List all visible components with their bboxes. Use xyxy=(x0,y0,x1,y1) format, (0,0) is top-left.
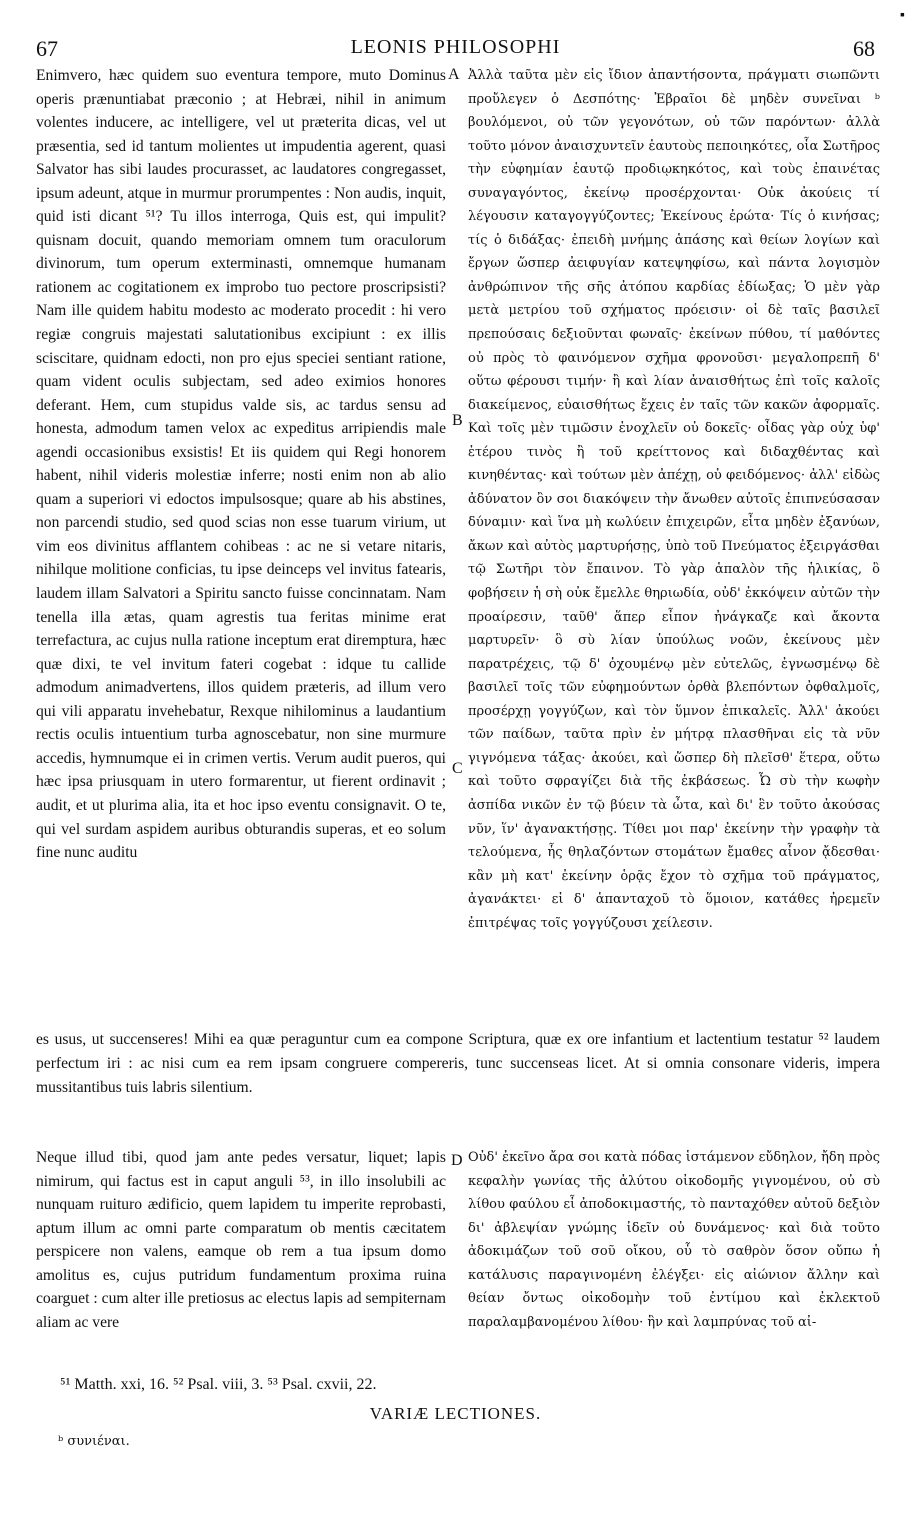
greek-paragraph-top: Ἀλλὰ ταῦτα μὲν εἰς ἴδιον ἀπαντήσοντα, πράγματι σιωπῶντι προὔλεγεν ὁ Δεσπότης· Ἑβραῖοι δὲ μηδὲν συνεῖναι ᵇ βουλόμενοι, οὐ τῶν γεγονότων, οὐ τῶν παρόντων· ἀλλὰ τοῦτο μόνον ἀναισχυντεῖν ἑαυτοὺς πεποιηκότες, οἷα Σωτῆρος τὴν εὐφημίαν ἑαυτῷ προδιῳκηκότος, καὶ τοὺς ἐπαινέτας συναγαγόντος, ἐκείνῳ προσέρχονται· Οὐκ ἀκούεις τί λέγουσιν καταγογγύζοντες; Ἐκείνους ἐρώτα· Τίς ὁ κινήσας; τίς ὁ διδάξας· ἐπειδὴ μνήμης ἁπάσης καὶ θείων λογίων καὶ ἔργων ὥσπερ ἀειφυγίαν κατεψηφίσω, καὶ πάντα λογισμὸν ἀνθρώπινον τῆς σῆς ἀτόπου καρδίας ἐδίωξας; Ὁ μὲν γὰρ μετὰ μετρίου τοῦ σχήματος πρόεισιν· οἱ δὲ ταῖς βασιλεῖ πρεπούσαις δεξιοῦνται φωναῖς· ἐκείνων πύθου, τί μαθόντες οὐ πρὸς τὸ φαινόμενον σχῆμα φρονοῦσι· μεγαλοπρεπῆ δ' οὕτω φέρουσι τιμήν· ἢ καὶ λίαν ἀναισθήτως ἐπὶ τοῖς καλοῖς διακείμενος, εὐαισθήτως ἔχεις ἐν ταῖς τῶν κακῶν ἀφορμαῖς. Καὶ τοῖς μὲν τιμῶσιν ἐνοχλεῖν οὐ δοκεῖς· οἶδας γὰρ οὐχ ὑφ' ἑτέρου τινὸς ἢ τοῦ κρείττονος καὶ διδαχθέντας καὶ κινηθέντας· καὶ τούτων μὲν ἀπέχῃ, οὐ φειδόμενος· ἀλλ' εἰδὼς ἀδύνατον ὂν σοι διακόψειν τὴν ἄνωθεν αὐτοῖς ἐπιπνεύσασαν δύναμιν· καὶ ἵνα μὴ κωλύειν ἐπιχειρῶν, εἶτα μηδὲν ἐξανύων, ἄκων καὶ αὐτὸς μαρτυρήσῃς, ὑπὸ τοῦ Πνεύματος ἐξειργάσθαι τῷ Σωτῆρι τὸν ἔπαινον. Τὸ γὰρ ἁπαλὸν τῆς ἡλικίας, ὃ φοβήσειν ἡ σὴ οὐκ ἔμελλε θηριωδία, οὐδ' ἐκκόψειν αὐτῶν τὴν προαίρεσιν, ταῦθ' ἅπερ εἶπον ἠνάγκαζε καὶ ἄκοντα μαρτυρεῖν· ὃ σὺ λίαν ὑπούλως νοῶν, ἐκείνους μὲν παρατρέχεις, τῷ δ' ὀχουμένῳ μὲν εὐτελῶς, ἐγνωσμένῳ δὲ βασιλεῖ τοῖς τῶν εὐφημούντων ὀρθὰ βλεπόντων ὀφθαλμοῖς, προσέρχῃ γογγύζων, καὶ τὸν ὕμνον ἐπικαλεῖς. Ἀλλ' ἀκούει τῶν παίδων, ταῦτα πρὶν ἐν μήτρᾳ πλασθῆναι εἰς τὰ νῦν γιγνόμενα τάξας· ἀκούει, καὶ ὥσπερ δὴ πλεῖσθ' ἕτερα, οὕτω καὶ τοῦτο σφραγίζει διὰ τῆς ἐκβάσεως. Ὦ σὺ τὴν κωφὴν ἀσπίδα νικῶν ἐν τῷ βύειν τὰ ὦτα, καὶ δι' ἓν τοῦτο ἀκούσας νῦν, ἵν' ἀγανακτήσῃς. Τίθει μοι παρ' ἐκείνην τὴν γραφὴν τὰ τελούμενα, ἧς θηλαζόντων στομάτων ἔμαθες αἶνον ᾄδεσθαι· κἂν μὴ κατ' ἐκείνην ὁρᾷς ἔχον τὸ σχῆμα τοῦ πράγματος, ἀγανάκτει· εἰ δ' ἁπανταχοῦ τὸ ὅμοιον, κατάθες ἠρεμεῖν ἐπιτρέψας τοῖς γογγύζουσι χείλεσιν. xyxy=(468,68,880,931)
latin-paragraph-top: Enimvero, hæc quidem suo eventura tempore, muto Dominus operis prænuntiabat præconio ; at Hebræi, nihil in animum volentes inducere, ac intelligere, vel ut præterita dicas, vel ut præsentia, sed id tantum molientes ut impudentia agerent, quasi Salvator has sibi laudes procurasset, ac laudatores congregasset, ipsum adeunt, atque in murmur prorumpentes : Non audis, inquit, quid isti dicant ⁵¹? Tu illos interroga, Quis est, qui impulit? quisnam docuit, quando memoriam omnem tum oraculorum divinorum, tum operum exterminasti, omnemque humanam rationem ac cogitationem ex improbo tuo pectore proscripsisti? Nam ille quidem habitu modesto ac moderato procedit : hi vero regiæ congruis majestati salutationibus excipiunt : ex illis sciscitare, quidnam edocti, non pro ejus speciei sentiant ratione, quam vident oculis subjectam, sed adeo eximios honores deferant. Hem, cum stupidus valde sis, ac tardus sensu ad honesta, admodum tamen velox ac expeditus arripiendis male agendi occasionibus exsistis! Et iis quidem qui Regi honorem habent, nihil videris molestiæ inferre; nosti enim non ab alio quam a superiori vi edoctos impulsosque; quare ab his abstines, non parcendi studio, sed quod scias non esse tuarum virium, ut vim eos divinitus afflantem cohibeas : ac ne si vetare nitaris, nihilque molitione conficias, tu ipse deinceps vel invitus fatearis, laudem illam Salvatori a Spiritu sancto fuisse concinnatam. Nam tenella illa ætas, quam agrestis tua feritas minime erat terrefactura, ac cujus nulla ratione inceptum erat diremptura, hæc quæ dixi, te vel invitum fateri cogebat : idque tu callide admodum animadvertens, illos quidem præteris, ad illum vero qui vili apparatu invehebatur, Rexque nihilominus a laudantium rectis oculis intuentium turba agnoscebatur, non sine murmure accedis, hymnumque ei in crimen vertis. Verum audit pueros, qui hæc ipsa priusquam in utero formarentur, ut fierent ordinavit ; audit, et ut plurima alia, ita et hoc ipso eventu consignavit. O te, qui vel surdam aspidem auribus obturandis superas, et eo solum fine nunc auditu xyxy=(36,67,446,862)
section-marker-b: B xyxy=(452,412,463,429)
footnotes: ⁵¹ Matth. xxi, 16. ⁵² Psal. viii, 3. ⁵³ Psal. cxvii, 22. xyxy=(60,1376,377,1393)
bridge-text xyxy=(36,1028,880,1100)
section-marker-c: C xyxy=(452,760,463,777)
running-title: LEONIS PHILOSOPHI xyxy=(350,36,561,58)
section-marker-a: A xyxy=(448,66,460,83)
bridge-paragraph: es usus, ut succenseres! Mihi ea quæ peraguntur cum ea compone Scriptura, quæ ex ore infantium et lactentium testatur ⁵² laudem perfectum iri : ac nisi cum ea rem ipsam congruere compereris, tunc succenseas licet. At si omnia consonare videris, impera mussitantibus tuis labris silentium. xyxy=(36,1031,880,1096)
page-header xyxy=(36,36,875,62)
section-marker-d: D xyxy=(451,1152,463,1169)
page-number-right: 68 xyxy=(853,36,875,61)
greek-paragraph-bottom: Οὐδ' ἐκεῖνο ἄρα σοι κατὰ πόδας ἱστάμενον εὔδηλον, ἤδη πρὸς κεφαλὴν γωνίας τῆς ἀλύτου οἰκοδομῆς γιγνομένου, οὐ σὺ λίθου φαύλου εἶ ἀποδοκιμαστής, τὸ πανταχόθεν αὐτοῦ δεξιὸν δι' ἀβλεψίαν γνώμης ἰδεῖν οὐ δυνάμενος· καὶ διὰ τοῦτο ἀδοκιμάζων τοῦ σοῦ οἴκου, οὗ τὸ σαθρὸν ὅσον οὔπω ἡ κατάλυσις παραγινομένη ἐλέγξει· εἰς αἰώνιον ἄλλην καὶ θείαν ὄντως οἰκοδομὴν τοῦ ἐντίμου καὶ ἐκλεκτοῦ παραλαμβανομένου λίθου· ἣν καὶ λαμπρύνας τοῦ αἰ- xyxy=(468,1150,880,1330)
latin-column-top xyxy=(36,64,446,865)
latin-paragraph-bottom: Neque illud tibi, quod jam ante pedes versatur, liquet; lapis nimirum, qui factus est in caput anguli ⁵³, in illo insolubili ac nunquam ruituro ædificio, quem lapidem tu imperite reprobasti, aptum illum ac omni parte comparatum ob mentis cæcitatem perspicere non valens, eamque ob rem a tua ipsum domo amolitus es, cujus putridum fundamentum proxima ruina coarguet : cum alter ille pretiosus ac electus lapis ad sempiternam aliam ac vere xyxy=(36,1149,446,1331)
greek-column-top xyxy=(468,64,880,935)
page-number-left: 67 xyxy=(36,36,58,61)
variae-lectiones-heading: VARIÆ LECTIONES. xyxy=(369,1404,542,1423)
page-edge-mark: ▪ xyxy=(900,8,905,23)
latin-column-bottom xyxy=(36,1146,446,1334)
variae-lectiones-note: ᵇ συνιέναι. xyxy=(58,1434,130,1449)
greek-column-bottom xyxy=(468,1146,880,1334)
